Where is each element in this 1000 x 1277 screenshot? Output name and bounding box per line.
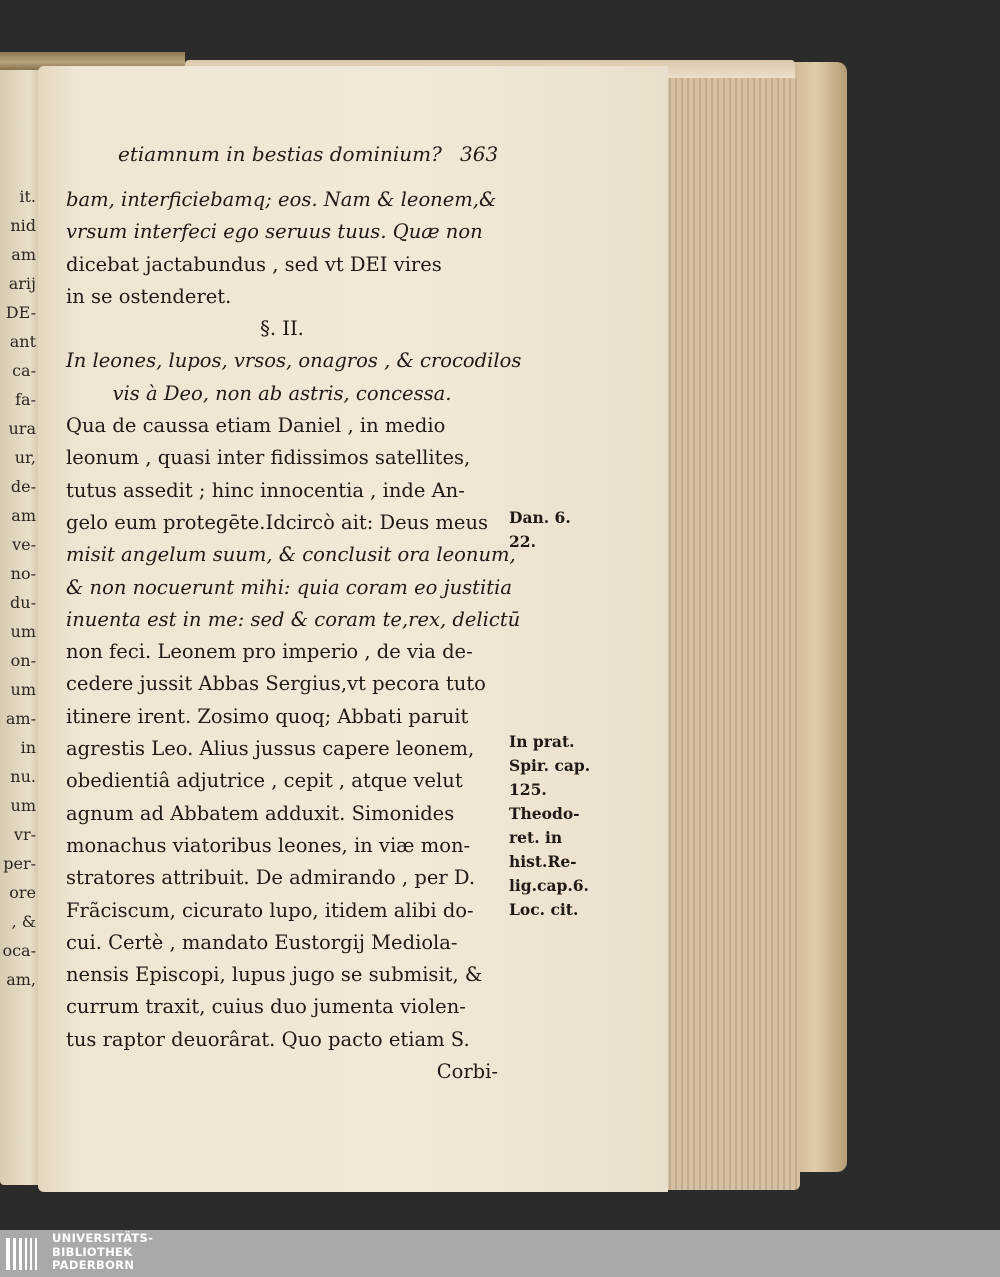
left-page-fragment: it. [19, 187, 36, 206]
left-page-edge [0, 70, 42, 1185]
left-page-fragment: ore [9, 883, 36, 902]
left-page-fragment: am- [5, 709, 36, 728]
text-line: Frãciscum, cicurato lupo, itidem alibi do- [66, 898, 474, 922]
text-line: nensis Episcopi, lupus jugo se submisit, & [66, 963, 483, 987]
left-page-fragment: am [11, 245, 36, 264]
text-line: monachus viatoribus leones, in viæ mon- [66, 833, 471, 857]
library-name-line2: BIBLIOTHEK [52, 1244, 133, 1259]
text-line: in se ostenderet. [66, 284, 232, 308]
margin-note-daniel [509, 506, 571, 554]
text-line: tutus assedit ; hinc innocentia , inde An- [66, 478, 465, 502]
running-head: etiamnum in bestias dominium? [118, 142, 442, 166]
margin-note-sources [509, 730, 590, 922]
text-line: tus raptor deuorârat. Quo pacto etiam S. [66, 1027, 470, 1051]
library-name [52, 1232, 153, 1273]
margin-note-line: Loc. cit. [509, 900, 579, 919]
left-page-fragment: um [10, 680, 36, 699]
left-page-fragment: no- [10, 564, 36, 583]
margin-note-line: 125. [509, 780, 547, 799]
left-page-fragment: in [20, 738, 36, 757]
left-page-fragment: arij [8, 274, 36, 293]
left-page-fragment: oca- [2, 941, 36, 960]
left-page-fragment: ant [9, 332, 36, 351]
left-page-fragment: am, [6, 970, 36, 989]
margin-note-line: Theodo- [509, 804, 580, 823]
text-line: cui. Certè , mandato Eustorgij Mediola- [66, 930, 458, 954]
left-page-fragment: de- [10, 477, 36, 496]
margin-note-line: 22. [509, 532, 536, 551]
text-line: inuenta est in me: sed & coram te,rex, delictū [66, 607, 521, 631]
margin-note-line: hist.Re- [509, 852, 577, 871]
left-page-fragment: , & [11, 912, 36, 931]
text-line: non feci. Leonem pro imperio , de via de- [66, 640, 473, 664]
library-name-line3: PADERBORN [52, 1258, 135, 1272]
text-line: vis à Deo, non ab astris, concessa. [112, 381, 452, 405]
left-page-text-fragments [0, 182, 40, 994]
text-line: dicebat jactabundus , sed vt DEI vires [66, 252, 442, 276]
library-name-line1: UNIVERSITÄTS- [52, 1231, 154, 1245]
text-line: §. II. [260, 317, 304, 341]
left-page-fragment: nid [10, 216, 36, 235]
margin-note-line: lig.cap.6. [509, 876, 589, 895]
text-line: misit angelum suum, & conclusit ora leonum, [66, 543, 516, 567]
margin-note-line: ret. in [509, 828, 563, 847]
text-line: & non nocuerunt mihi: quia coram eo justitia [66, 575, 512, 599]
page-number: 363 [460, 142, 499, 166]
text-line: bam, interficiebamq; eos. Nam & leonem,& [66, 188, 497, 211]
left-page-fragment: fa- [15, 390, 36, 409]
left-page-fragment: du- [10, 593, 36, 612]
left-page-fragment: um [10, 796, 36, 815]
text-line: Qua de caussa etiam Daniel , in medio [66, 414, 446, 438]
text-line: cedere jussit Abbas Sergius,vt pecora tuto [66, 672, 486, 696]
text-line: In leones, lupos, vrsos, onagros , & crocodilos [66, 349, 522, 373]
library-footer [0, 1230, 1000, 1277]
left-page-fragment: ura [8, 419, 36, 438]
left-page-fragment: vr- [13, 825, 36, 844]
text-line: stratores attribuit. De admirando , per D. [66, 866, 476, 890]
left-page-fragment: per- [3, 854, 36, 873]
left-page-fragment: um [10, 622, 36, 641]
text-line: vrsum interfeci ego seruus tuus. Quæ non [66, 220, 483, 244]
text-line: agrestis Leo. Alius jussus capere leonem, [66, 737, 475, 761]
left-page-fragment: DE- [5, 303, 36, 322]
text-line: Corbi- [436, 1060, 498, 1084]
text-line: itinere irent. Zosimo quoq; Abbati paruit [66, 704, 469, 728]
text-line: obedientiâ adjutrice , cepit , atque velut [66, 769, 463, 793]
left-page-fragment: nu. [10, 767, 36, 786]
text-line: currum traxit, cuius duo jumenta violen- [66, 995, 466, 1019]
library-logo-icon [4, 1236, 44, 1272]
left-page-fragment: ur, [14, 448, 36, 467]
text-line: gelo eum protegēte.Idcircò ait: Deus meus [66, 510, 489, 534]
left-page-fragment: ve- [12, 535, 36, 554]
margin-note-line: Dan. 6. [509, 508, 571, 527]
body-text [66, 184, 522, 1088]
page-edges [660, 78, 800, 1190]
left-page-fragment: on- [10, 651, 36, 670]
left-page-fragment: am [11, 506, 36, 525]
margin-note-line: In prat. [509, 732, 575, 751]
text-line: leonum , quasi inter fidissimos satellites, [66, 446, 471, 470]
margin-note-line: Spir. cap. [509, 756, 591, 775]
left-page-fragment: ca- [12, 361, 36, 380]
text-line: agnum ad Abbatem adduxit. Simonides [66, 801, 455, 825]
